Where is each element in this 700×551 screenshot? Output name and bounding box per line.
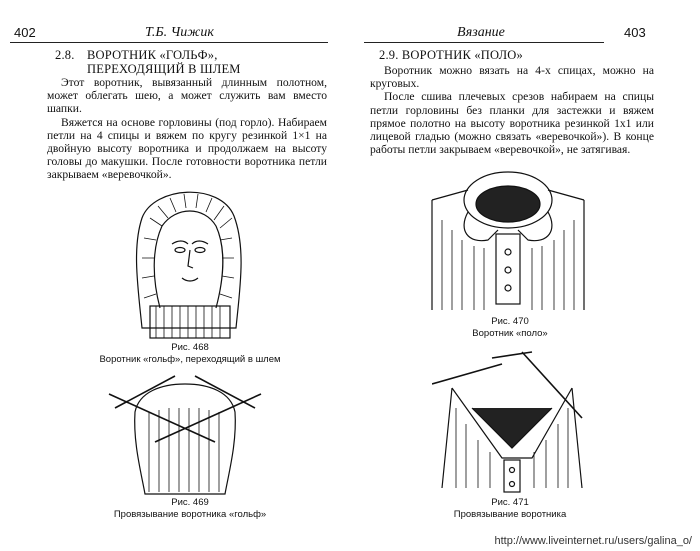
figure-469-label: Рис. 469 <box>171 497 209 508</box>
paragraph: Вяжется на основе горловины (под горло). Набираем петли на 4 спицы и вяжем по кругу резинкой 1×1 на двойную высоту воротника и продолжаем на высоту головы до макушки. После готовности воротника петли закрываем «веревочкой». <box>47 115 327 182</box>
section-title-left-line2: ПЕРЕХОДЯЩИЙ В ШЛЕМ <box>87 62 241 76</box>
figure-471-label: Рис. 471 <box>491 497 529 508</box>
figure-470-illustration <box>428 160 588 312</box>
figure-469-caption: Провязывание воротника «гольф» <box>113 509 267 520</box>
section-title-left-line1: ВОРОТНИК «ГОЛЬФ», <box>87 48 218 62</box>
header-rule-right <box>364 42 604 43</box>
figure-469-illustration <box>105 372 265 497</box>
figure-468-illustration <box>120 178 255 340</box>
running-head-left: Т.Б. Чижик <box>145 25 214 40</box>
page-number-left: 402 <box>14 25 36 40</box>
figure-470-label: Рис. 470 <box>491 316 529 327</box>
page-number-right: 403 <box>624 25 646 40</box>
section-title-right: 2.9. ВОРОТНИК «ПОЛО» <box>379 48 523 62</box>
figure-468-label: Рис. 468 <box>171 342 209 353</box>
figure-471-illustration <box>432 348 592 493</box>
running-head-right: Вязание <box>457 25 505 40</box>
figure-471-caption: Провязывание воротника <box>453 509 567 520</box>
right-page <box>350 0 700 551</box>
paragraph: Этот воротник, вывязанный длинным полотном, может облегать шею, а может служить вам вместо шапки. <box>47 76 327 116</box>
section-number-left: 2.8. <box>55 48 75 62</box>
header-rule-left <box>10 42 328 43</box>
paragraph: Воротник можно вязать на 4-х спицах, можно на круговых. <box>370 64 654 91</box>
body-text-right <box>370 64 654 156</box>
footer-url: http://www.liveinternet.ru/users/galina_o/ <box>494 535 692 547</box>
paragraph: После сшива плечевых срезов набираем на спицы петли горловины без планки для застежки и вяжем прямое полотно на высоту воротника резинкой 1х1 или лицевой гладью (можно связать «веревочкой»). В конце работы петли закрываем «веревочкой», не затягивая. <box>370 90 654 157</box>
figure-468-caption: Воротник «гольф», переходящий в шлем <box>99 354 281 365</box>
figure-470-caption: Воротник «поло» <box>472 328 548 339</box>
body-text-left <box>47 76 327 182</box>
